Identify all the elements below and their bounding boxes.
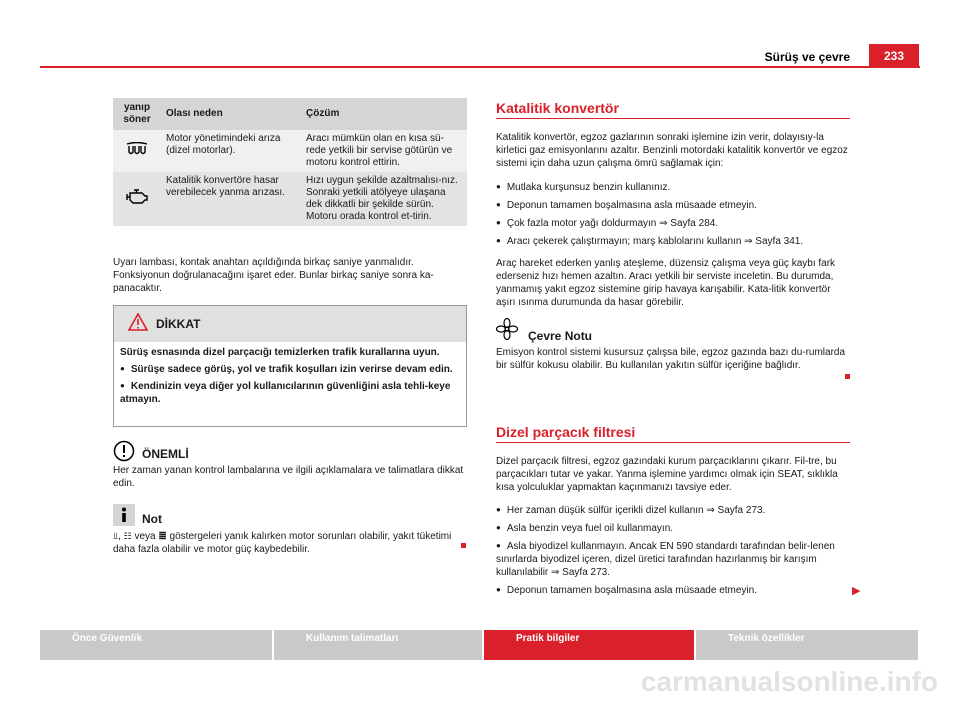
list-item: ● Deponun tamamen boşalmasına asla müsaade etmeyin.: [496, 584, 852, 597]
catalytic-paragraph: Araç hareket ederken yanlış ateşleme, düzensiz çalışma veya güç kaybı fark ederseniz hızı hemen azaltın. Aracı yetkili bir serviste inceletin. Bu durumda, yanmamış yakıt egzoz sistemine girip havaya karışabilir. Kata-litik konvertör aşırı ısınma durumunda da hasar görebilir.: [496, 258, 836, 308]
caution-text: Sürüş esnasında dizel parçacığı temizlerken trafik kurallarına uyun.: [120, 347, 440, 358]
list-item: ● Her zaman düşük sülfür içerikli dizel kullanın ⇒ Sayfa 273.: [496, 504, 852, 517]
list-item: ● Asla benzin veya fuel oil kullanmayın.: [496, 522, 852, 535]
dpf-bullet-list: [496, 504, 852, 597]
caution-box: [113, 305, 467, 427]
table-header-cause: Olası neden: [161, 98, 301, 130]
end-marker: [461, 543, 466, 548]
note-icon: [113, 504, 135, 526]
section-title-catalytic: Katalitik konvertör: [496, 100, 619, 116]
header-rule: [40, 66, 920, 68]
end-marker: [845, 374, 850, 379]
list-item: ● Asla biyodizel kullanmayın. Ancak EN 590 standardı tarafından belir-lenen sınırlarda biyodizel içeren, dizel üretici tarafından hazırlanmış bir karışım kullanılabilir ⇒ Sayfa 273.: [496, 540, 852, 579]
list-item: ● Çok fazla motor yağı doldurmayın ⇒ Sayfa 284.: [496, 217, 852, 230]
table-cell-solution: Aracı mümkün olan en kısa sü-rede yetkili bir servise götürün ve motoru kontrol ettirin.: [301, 130, 467, 172]
page-number: 233: [869, 44, 919, 68]
catalytic-intro: Katalitik konvertör, egzoz gazlarının sonraki işlemine izin verir, dolayısıy-la kirletici gaz emisyonlarını azaltır. Benzinli motordaki katalitik konvertör ve egzoz sistemi için daha uzun çalışma ömrü sağlamak için:: [496, 132, 848, 169]
table-row: [113, 130, 467, 172]
caution-bullet: ● Sürüşe sadece görüş, yol ve trafik koşulları izin verirse devam edin.: [120, 363, 460, 376]
environment-flower-icon: [496, 318, 518, 345]
caution-header: [114, 306, 466, 342]
warning-lamp-paragraph: Uyarı lambası, kontak anahtarı açıldığında birkaç saniye yanmalıdır. Fonksiyonun doğrulanacağını işaret eder. Bunlar birkaç saniye sonra ka-panacaktır.: [113, 257, 434, 294]
section-title-dpf: Dizel parçacık filtresi: [496, 424, 636, 440]
note-title: Not: [142, 512, 162, 526]
table-header-solution: Çözüm: [301, 98, 467, 130]
exhaust-warning-icon: ≣: [158, 531, 167, 542]
glow-plug-warning-icon: [113, 130, 161, 172]
footer-tab-safety[interactable]: Önce Güvenlik: [40, 630, 272, 660]
table-row: [113, 172, 467, 226]
important-text: Her zaman yanan kontrol lambalarına ve ilgili açıklamalara ve talimatlara dikkat edin.: [113, 465, 464, 489]
important-title: ÖNEMLİ: [142, 447, 189, 461]
continue-arrow-icon: ▶: [852, 585, 861, 597]
note-text: ⫫, ☷ veya ≣ göstergeleri yanık kalırken motor sorunları olabilir, yakıt tüketimi daha fazla olabilir ve motor güç kaybedebilir.: [113, 531, 452, 555]
watermark-text: carmanualsonline.info: [640, 666, 938, 697]
important-icon: [113, 440, 135, 467]
list-item: ● Aracı çekerek çalıştırmayın; marş kablolarını kullanın ⇒ Sayfa 341.: [496, 235, 852, 248]
table-cell-solution: Hızı uygun şekilde azaltmalısı-nız. Sonraki yetkili atölyeye ulaşana dek dikkatli bir şekilde sürün. Motoru orada kontrol et-tirin.: [301, 172, 467, 226]
list-item: ● Mutlaka kurşunsuz benzin kullanınız.: [496, 181, 852, 194]
catalytic-bullet-list: [496, 181, 852, 248]
warning-triangle-icon: [128, 313, 148, 336]
footer-tab-practical[interactable]: Pratik bilgiler: [484, 630, 694, 660]
engine-warning-icon: ☷: [123, 531, 132, 541]
section-rule: [496, 118, 850, 119]
table-cell-cause: Katalitik konvertöre hasar verebilecek yanma arızası.: [161, 172, 301, 226]
table-header-blink: yanıp söner: [113, 98, 161, 130]
footer-tab-technical[interactable]: Teknik özellikler: [696, 630, 918, 660]
caution-bullet: ● Kendinizin veya diğer yol kullanıcılarının güvenliğini asla tehli-keye atmayın.: [120, 380, 460, 406]
list-item: ● Deponun tamamen boşalmasına asla müsaade etmeyin.: [496, 199, 852, 212]
glow-plug-warning-icon: ⫫: [113, 531, 119, 541]
caution-title: DİKKAT: [156, 317, 201, 331]
environment-note-text: Emisyon kontrol sistemi kusursuz çalışsa bile, egzoz gazında bazı du-rumlarda bir sülfür kokusu olabilir. Bu kullanılan yakıtın sülfür içeriğine bağlıdır.: [496, 347, 846, 371]
warning-light-table: [113, 98, 467, 226]
engine-warning-icon: [113, 172, 161, 226]
dpf-intro: Dizel parçacık filtresi, egzoz gazındaki kurum parçacıklarını çıkarır. Fil-tre, bu parçacıkları tutar ve yakar. Yanma işlemine yardımcı olmak için SEAT, sıklıkla kısa yolculuklar yapmaktan kaçınmanızı tavsiye eder.: [496, 456, 838, 493]
footer-tab-operation[interactable]: Kullanım talimatları: [274, 630, 482, 660]
environment-note-title: Çevre Notu: [528, 329, 593, 343]
table-cell-cause: Motor yönetimindeki arıza (dizel motorlar).: [161, 130, 301, 172]
page-header-title: Sürüş ve çevre: [764, 50, 850, 64]
section-rule: [496, 442, 850, 443]
